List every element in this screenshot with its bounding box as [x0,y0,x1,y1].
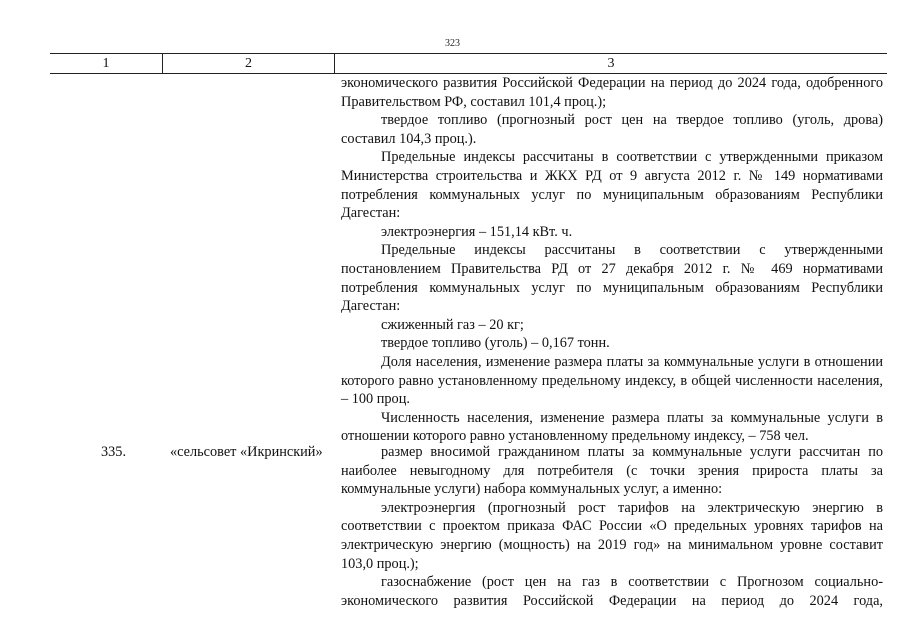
paragraph: Численность населения, изменение размера платы за коммунальные услуги в отношении которого равно установленному предельному индексу, – 758 чел. [341,409,883,445]
page-number: 323 [445,38,460,49]
municipality-name: «сельсовет «Икринский» [170,444,323,460]
column-header-1: 1 [50,54,163,73]
paragraph: Предельные индексы рассчитаны в соответствии с утвержденными приказом Министерства строительства и ЖКХ РД от 9 августа 2012 г. № 149 нормативами потребления коммунальных услуг по муниципальным образованиям Республики Дагестан: [341,149,883,222]
paragraph: экономического развития Российской Федерации на период до 2024 года, одобренного Правительством РФ, составил 101,4 проц.); [341,75,883,110]
paragraph: сжиженный газ – 20 кг; [381,316,524,333]
column-header-3: 3 [607,56,615,71]
table-header [50,53,887,74]
paragraph: электроэнергия – 151,14 кВт. ч. [381,223,573,240]
paragraph: размер вносимой гражданином платы за коммунальные услуги рассчитан по наиболее невыгодному для потребителя (с точки зрения прироста платы за коммунальные услуги) набора коммунальных услуг, а именно: [341,444,883,498]
paragraph: газоснабжение (рост цен на газ в соответствии с Прогнозом социально-экономического развития Российской Федерации на период до 2024 года, [341,574,883,609]
continuation-text [341,74,883,446]
paragraph: твердое топливо (уголь) – 0,167 тонн. [381,335,610,352]
paragraph: Доля населения, изменение размера платы за коммунальные услуги в отношении которого равно установленному предельному индексу, в общей численности населения, – 100 проц. [341,353,883,408]
row-number: 335. [101,444,127,460]
row-335-text [341,443,883,610]
paragraph: электроэнергия (прогнозный рост тарифов на электрическую энергию в соответствии с проектом приказа ФАС России «О предельных уровнях тарифов на электрическую энергию (мощность) на 2019 год» на минимальном уровне составит 103,0 проц.); [341,499,883,572]
column-header-2: 2 [163,54,335,73]
paragraph: твердое топливо (прогнозный рост цен на твердое топливо (уголь, дрова) составил 104,3 проц.). [341,112,883,147]
paragraph: Предельные индексы рассчитаны в соответствии с утвержденными постановлением Правительства РД от 27 декабря 2012 г. № 469 нормативами потребления коммунальных услуг по муниципальным образованиям Республики Дагестан: [341,242,883,315]
